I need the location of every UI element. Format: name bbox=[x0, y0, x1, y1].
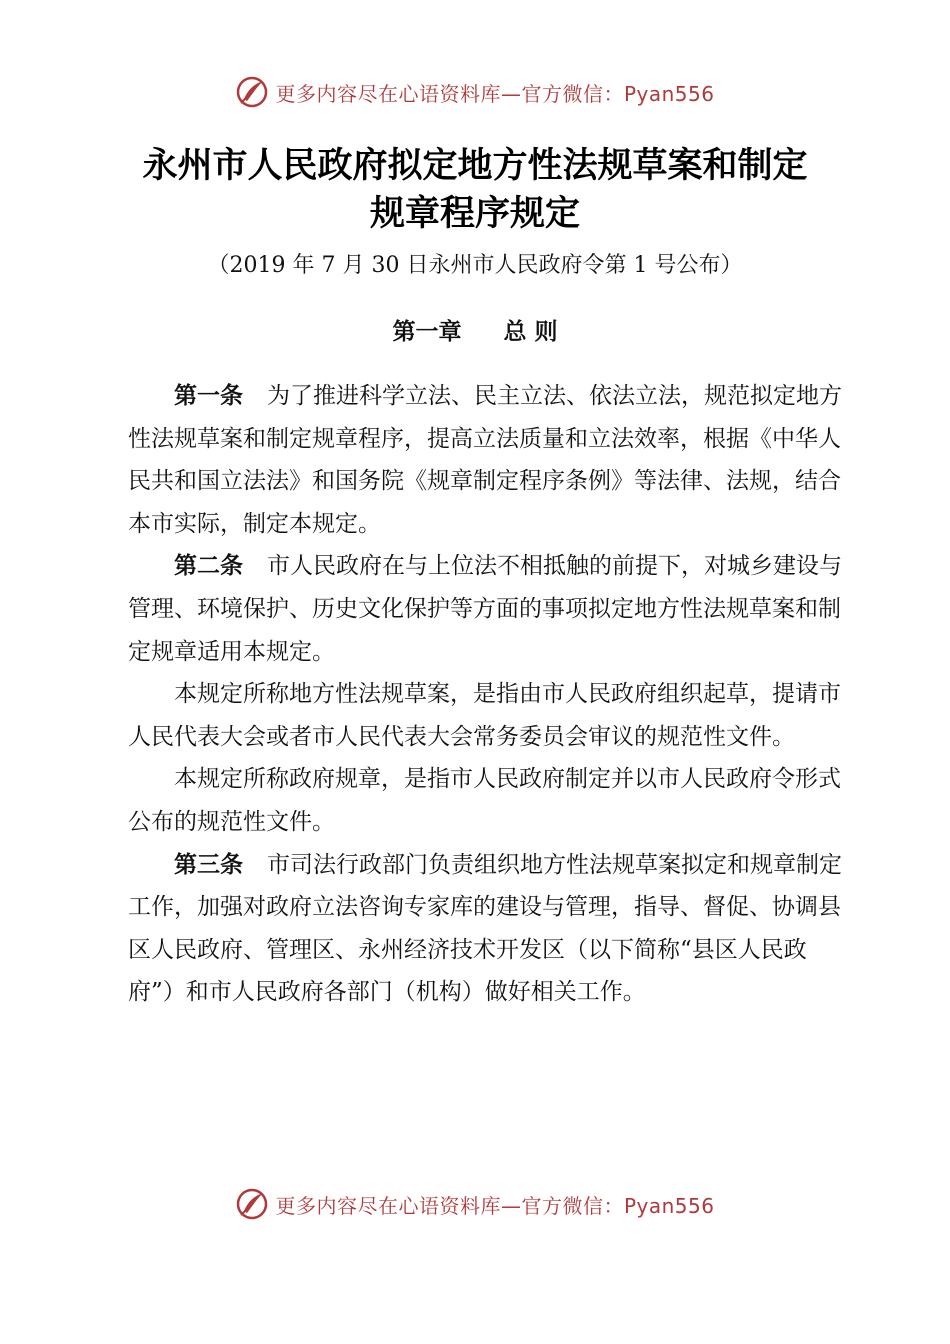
watermark-banner-top bbox=[0, 72, 950, 112]
article-paragraph bbox=[128, 375, 846, 545]
article-number: 第一条 bbox=[174, 383, 243, 409]
body-paragraph bbox=[128, 673, 846, 758]
logo-icon bbox=[235, 1187, 269, 1221]
watermark-text: 更多内容尽在心语资料库—官方微信：Pyan556 bbox=[275, 81, 715, 106]
watermark-banner-bottom bbox=[0, 1184, 950, 1224]
document-title-line1: 永州市人民政府拟定地方性法规草案和制定 bbox=[142, 145, 808, 186]
article-number: 第二条 bbox=[174, 553, 243, 580]
paragraph-text: 本规定所称政府规章，是指市人民政府制定并以市人民政府令形式公布的规范性文件。 bbox=[128, 766, 841, 835]
chapter-name: 总 则 bbox=[503, 319, 558, 345]
chapter-heading bbox=[0, 314, 950, 350]
document-title-line2: 规章程序规定 bbox=[369, 193, 580, 234]
logo-icon bbox=[235, 75, 269, 109]
paragraph-text: 为了推进科学立法、民主立法、依法立法，规范拟定地方性法规草案和制定规章程序，提高立法质量和立法效率，根据《中华人民共和国立法法》和国务院《规章制定程序条例》等法律、法规，结合本市实际，制定本规定。 bbox=[128, 383, 842, 537]
document-subtitle: （2019 年 7 月 30 日永州市人民政府令第 1 号公布） bbox=[207, 253, 743, 278]
article-number: 第三条 bbox=[174, 851, 243, 878]
paragraph-text: 市司法行政部门负责组织地方性法规草案拟定和规章制定工作，加强对政府立法咨询专家库的建设与管理，指导、督促、协调县区人民政府、管理区、永州经济技术开发区（以下简称“县区人民政府”）和市人民政府各部门（机构）做好相关工作。 bbox=[128, 851, 842, 1006]
article-paragraph bbox=[128, 545, 846, 673]
document-body bbox=[128, 375, 846, 1014]
chapter-number: 第一章 bbox=[392, 319, 462, 345]
paragraph-text: 本规定所称地方性法规草案，是指由市人民政府组织起草，提请市人民代表大会或者市人民代表大会常务委员会审议的规范性文件。 bbox=[128, 681, 841, 750]
article-paragraph bbox=[128, 844, 846, 1014]
body-paragraph bbox=[128, 758, 846, 843]
paragraph-text: 市人民政府在与上位法不相抵触的前提下，对城乡建设与管理、环境保护、历史文化保护等方面的事项拟定地方性法规草案和制定规章适用本规定。 bbox=[128, 553, 842, 665]
watermark-text: 更多内容尽在心语资料库—官方微信：Pyan556 bbox=[275, 1193, 715, 1218]
